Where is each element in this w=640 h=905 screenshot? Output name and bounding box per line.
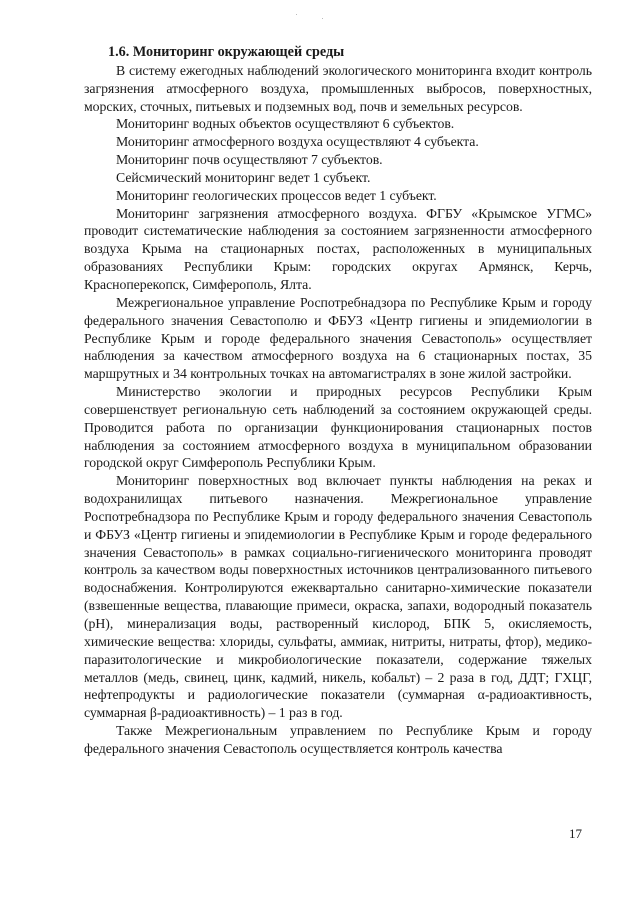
paragraph-geology-subjects: Мониторинг геологических процессов ведет 1 субъект. — [116, 187, 437, 203]
paragraph-seismic-subjects: Сейсмический мониторинг ведет 1 субъект. — [116, 169, 371, 185]
paragraph-surface-water: Мониторинг поверхностных вод включает пункты наблюдения на реках и водохранилищах питьевого назначения. Межрегиональное управление Роспотребнадзора по Республике Крым и городу федерального значения Севастополь и ФБУЗ «Центр гигиены и эпидемиологии в Республике Крым и городе федерального значения Севастополь» в рамках социально-гигиенического мониторинга проводят контроль за качеством воды поверхностных источников централизованного питьевого водоснабжения. Контролируются ежеквартально санитарно-химические показатели (взвешенные вещества, плавающие примеси, окраска, запахи, водородный показатель (рН), минерализация воды, растворенный кислород, БПК 5, окисляемость, химические вещества: хлориды, сульфаты, аммиак, нитриты, нитраты, фтор), медико-паразитологические и микробиологические показатели, содержание тяжелых металлов (медь, свинец, цинк, кадмий, никель, кобальт) – 2 раза в год, ДДТ; ГХЦГ, нефтепродукты и радиологические показатели (суммарная α-радиоактивность, суммарная β-радиоактивность) – 1 раз в год. — [84, 473, 592, 721]
paragraph-ministry-network: Министерство экологии и природных ресурсов Республики Крым совершенствует региональную сеть наблюдений за состоянием окружающей среды. Проводится работа по организации функционирования стационарных постов наблюдения за состоянием атмосферного воздуха в муниципальном образовании городской округ Симферополь Республики Крым. — [84, 384, 592, 471]
paragraph-water-subjects: Мониторинг водных объектов осуществляют 6 субъектов. — [116, 116, 455, 132]
paragraph-soil-subjects: Мониторинг почв осуществляют 7 субъектов. — [116, 152, 383, 168]
paragraph-air-subjects: Мониторинг атмосферного воздуха осуществляют 4 субъекта. — [116, 134, 479, 150]
page-content — [84, 44, 592, 758]
section-heading: 1.6. Мониторинг окружающей среды — [108, 44, 345, 60]
paragraph-intro: В систему ежегодных наблюдений экологического мониторинга входит контроль загрязнения атмосферного воздуха, промышленных выбросов, поверхностных, морских, сточных, питьевых и подземных вод, почв и земельных ресурсов. — [84, 62, 592, 114]
paragraph-rospotrebnadzor-air: Межрегиональное управление Роспотребнадзора по Республике Крым и городу федерального значения Севастополю и ФБУЗ «Центр гигиены и эпидемиологии в Республике Крым и городе федерального значения Севастополь» осуществляет наблюдения за качеством атмосферного воздуха на 6 стационарных постах, 35 маршрутных и 34 контрольных точках на автомагистралях в зоне жилой застройки. — [84, 294, 592, 382]
page-number: 17 — [569, 826, 582, 841]
paragraph-air-pollution: Мониторинг загрязнения атмосферного воздуха. ФГБУ «Крымское УГМС» проводит систематические наблюдения за состоянием загрязненности атмосферного воздуха Крыма на стационарных постах, расположенных в муниципальных образованиях Республики Крым: городских округах Армянск, Керчь, Красноперекопск, Симферополь, Ялта. — [84, 205, 592, 292]
scan-speck — [296, 14, 297, 15]
paragraph-quality-control: Также Межрегиональным управлением по Республике Крым и городу федерального значения Севастополь осуществляется контроль качества — [84, 723, 592, 756]
scan-speck — [322, 18, 323, 19]
